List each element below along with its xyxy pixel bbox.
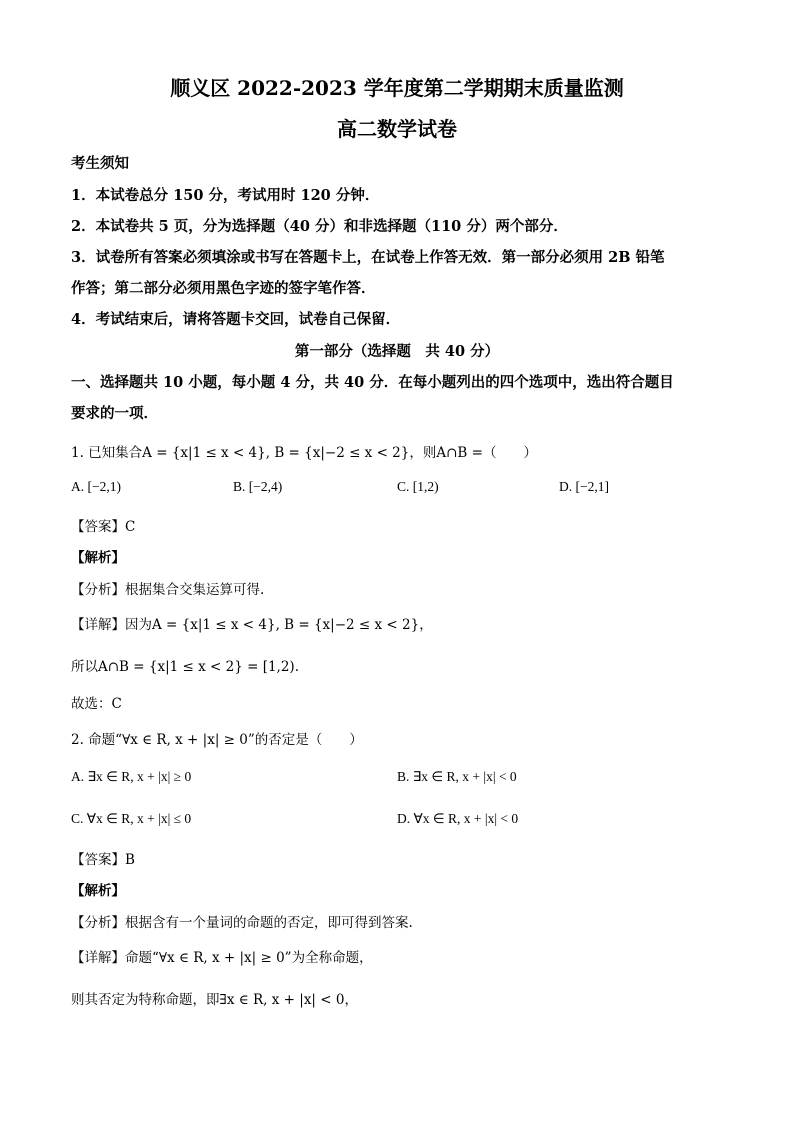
q2-option-c: C. ∀x ∈ R, x + |x| ≤ 0 — [71, 811, 192, 826]
q2-answer: 【答案】B — [71, 852, 135, 868]
q2-detail: 【详解】命题“∀x ∈ R, x + |x| ≥ 0”为全称命题， — [71, 950, 373, 966]
page-subtitle: 高二数学试卷 — [337, 117, 457, 141]
q2-fenxi: 【分析】根据含有一个量词的命题的否定，即可得到答案. — [71, 915, 413, 931]
notice-item-3-cont: 作答；第二部分必须用黑色字迹的签字笔作答． — [71, 280, 376, 297]
notice-item-1: 1．本试卷总分 150 分，考试用时 120 分钟． — [71, 187, 380, 204]
part1-instructions-1: 一、选择题共 10 小题，每小题 4 分，共 40 分．在每小题列出的四个选项中，选出符合题目 — [71, 374, 674, 391]
q1-choose: 故选：C — [71, 696, 122, 712]
notice-heading: 考生须知 — [71, 155, 129, 172]
page-title: 顺义区 2022-2023 学年度第二学期期末质量监测 — [170, 76, 624, 100]
notice-item-3: 3．试卷所有答案必须填涂或书写在答题卡上，在试卷上作答无效．第一部分必须用 2B 铅笔 — [71, 249, 665, 266]
q2-option-a: A. ∃x ∈ R, x + |x| ≥ 0 — [71, 769, 192, 784]
q2-stem: 2. 命题“∀x ∈ R, x + |x| ≥ 0”的否定是（ ） — [71, 732, 363, 748]
q1-answer: 【答案】C — [71, 519, 136, 535]
q1-fenxi: 【分析】根据集合交集运算可得. — [71, 582, 265, 598]
q1-analysis-label: 【解析】 — [71, 550, 125, 566]
q2-negation: 则其否定为特称命题，即∃x ∈ R, x + |x| < 0， — [71, 992, 358, 1008]
part1-instructions-2: 要求的一项． — [71, 405, 158, 422]
q2-option-d: D. ∀x ∈ R, x + |x| < 0 — [397, 811, 519, 826]
q2-analysis-label: 【解析】 — [71, 883, 125, 899]
q1-option-c: C. [1,2) — [397, 479, 439, 494]
q1-option-a: A. [−2,1) — [71, 479, 121, 494]
q1-therefore: 所以A∩B = {x|1 ≤ x < 2} = [1,2). — [71, 659, 299, 675]
notice-item-4: 4．考试结束后，请将答题卡交回，试卷自己保留． — [71, 311, 401, 328]
q1-detail: 【详解】因为A = {x|1 ≤ x < 4}, B = {x|−2 ≤ x < 2}， — [71, 617, 433, 633]
q1-stem: 1. 已知集合A = {x|1 ≤ x < 4}, B = {x|−2 ≤ x < 2}，则A∩B =（ ） — [71, 445, 537, 461]
q1-option-b: B. [−2,4) — [233, 479, 283, 494]
notice-item-2: 2．本试卷共 5 页，分为选择题（40 分）和非选择题（110 分）两个部分． — [71, 218, 568, 235]
part1-heading: 第一部分（选择题 共 40 分） — [294, 343, 500, 360]
q2-option-b: B. ∃x ∈ R, x + |x| < 0 — [397, 769, 517, 784]
q1-option-d: D. [−2,1] — [559, 479, 609, 494]
